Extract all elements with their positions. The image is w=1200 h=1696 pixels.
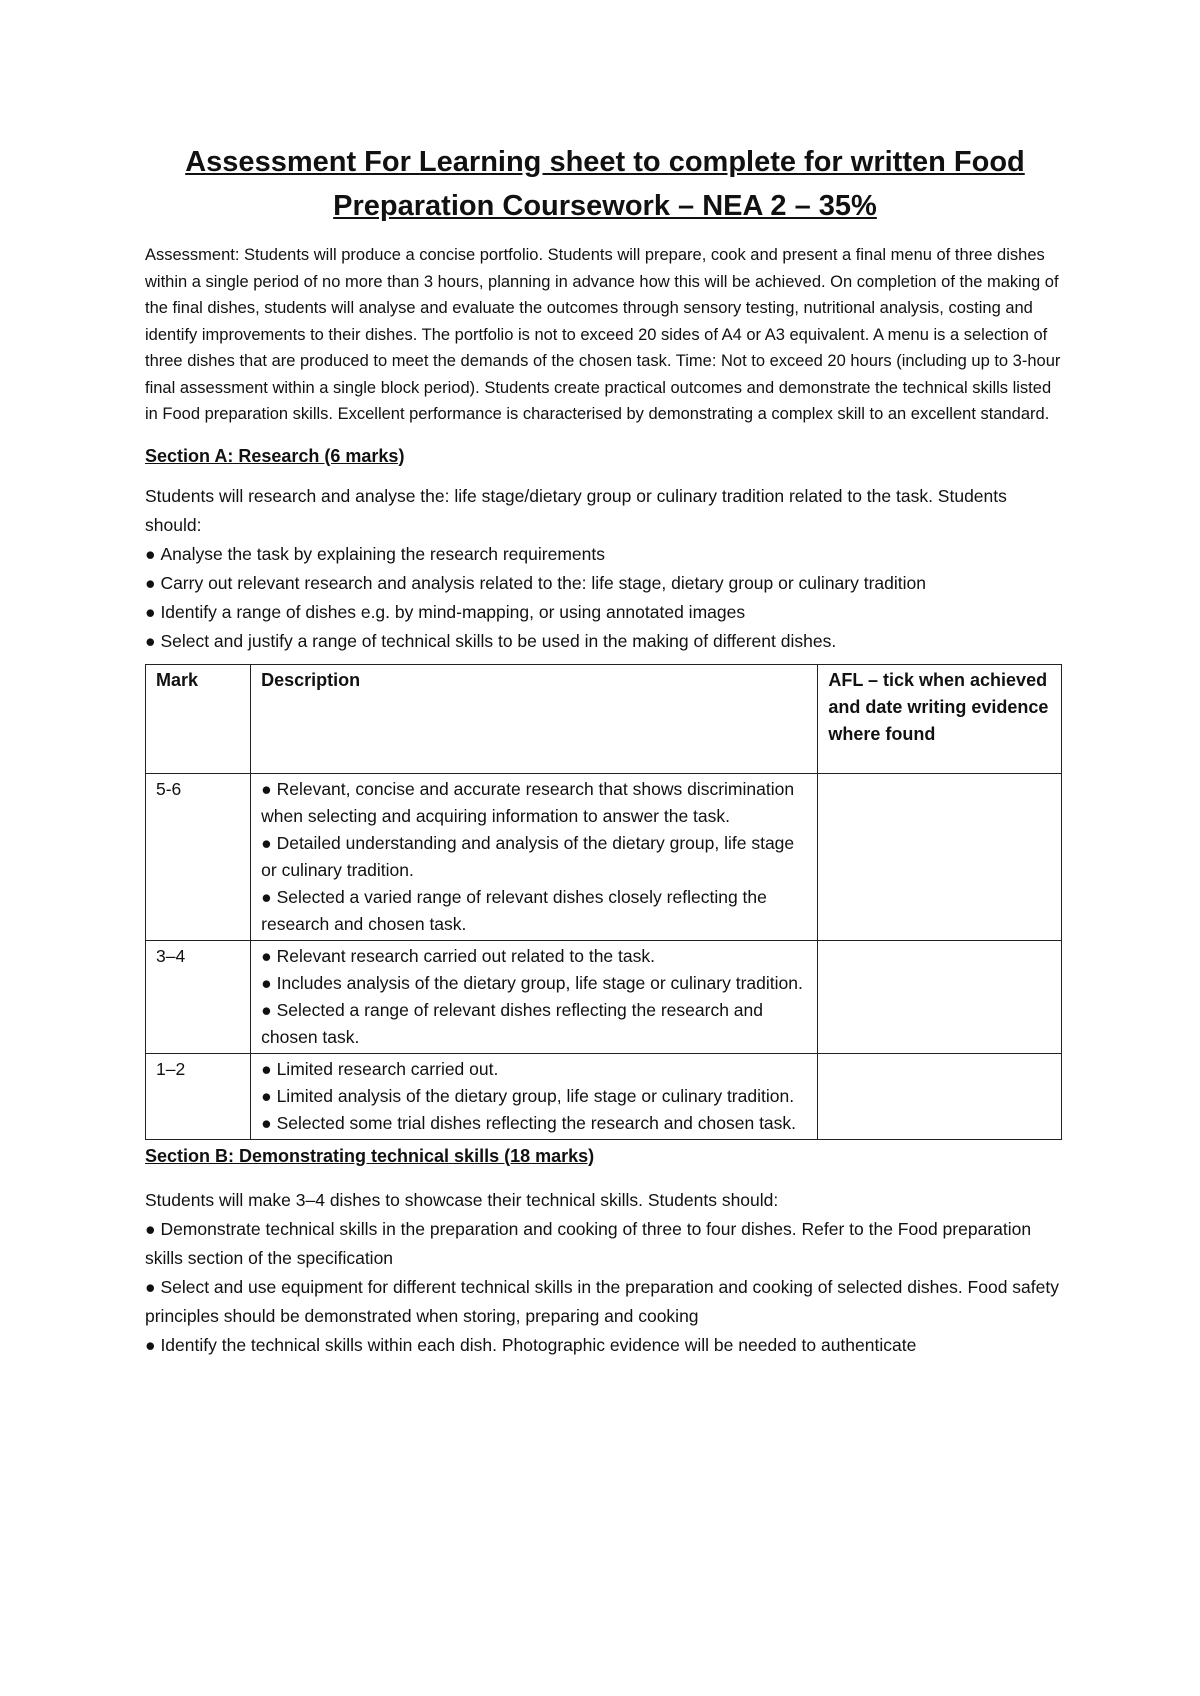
list-item: ● Analyse the task by explaining the research requirements xyxy=(145,540,1065,569)
section-a-bullet-list xyxy=(145,540,1065,656)
header-mark: Mark xyxy=(146,664,251,773)
list-item: ● Selected some trial dishes reflecting the research and chosen task. xyxy=(261,1110,807,1137)
header-description: Description xyxy=(251,664,818,773)
description-cell xyxy=(251,940,818,1053)
list-item: ● Select and justify a range of technical skills to be used in the making of different dishes. xyxy=(145,627,1065,656)
mark-cell: 1–2 xyxy=(146,1053,251,1139)
table-row xyxy=(146,1053,1062,1139)
list-item: ● Relevant research carried out related to the task. xyxy=(261,943,807,970)
afl-evidence-cell[interactable] xyxy=(818,773,1062,940)
table-row xyxy=(146,940,1062,1053)
mark-cell: 3–4 xyxy=(146,940,251,1053)
title-line-2: Preparation Coursework – NEA 2 – 35% xyxy=(333,190,877,222)
section-a-heading: Section A: Research (6 marks) xyxy=(145,445,405,466)
list-item: ● Identify a range of dishes e.g. by mind-mapping, or using annotated images xyxy=(145,598,1065,627)
afl-evidence-cell[interactable] xyxy=(818,1053,1062,1139)
list-item: ● Selected a varied range of relevant dishes closely reflecting the research and chosen task. xyxy=(261,884,807,938)
list-item: ● Limited analysis of the dietary group, life stage or culinary tradition. xyxy=(261,1083,807,1110)
description-cell xyxy=(251,773,818,940)
document-title xyxy=(145,140,1065,228)
section-b-bullet-list xyxy=(145,1215,1065,1360)
list-item: ● Identify the technical skills within each dish. Photographic evidence will be needed to authenticate xyxy=(145,1331,1065,1360)
list-item: ● Select and use equipment for different technical skills in the preparation and cooking of selected dishes. Food safety principles should be demonstrated when storing, preparing and cooking xyxy=(145,1273,1065,1331)
list-item: ● Includes analysis of the dietary group, life stage or culinary tradition. xyxy=(261,970,807,997)
list-item: ● Relevant, concise and accurate research that shows discrimination when selecting and acquiring information to answer the task. xyxy=(261,776,807,830)
document-page xyxy=(145,140,1065,1360)
description-list xyxy=(261,943,807,1051)
section-a-mark-table xyxy=(145,664,1062,1140)
assessment-intro: Assessment: Students will produce a concise portfolio. Students will prepare, cook and present a final menu of three dishes within a single period of no more than 3 hours, planning in advance how this will be achieved. On completion of the making of the final dishes, students will analyse and evaluate the outcomes through sensory testing, nutritional analysis, costing and identify improvements to their dishes. The portfolio is not to exceed 20 sides of A4 or A3 equivalent. A menu is a selection of three dishes that are produced to meet the demands of the chosen task. Time: Not to exceed 20 hours (including up to 3-hour final assessment within a single block period). Students create practical outcomes and demonstrate the technical skills listed in Food preparation skills. Excellent performance is characterised by demonstrating a complex skill to an excellent standard. xyxy=(145,246,1061,423)
list-item: ● Selected a range of relevant dishes reflecting the research and chosen task. xyxy=(261,997,807,1051)
description-cell xyxy=(251,1053,818,1139)
list-item: ● Limited research carried out. xyxy=(261,1056,807,1083)
description-list xyxy=(261,1056,807,1137)
section-b-intro: Students will make 3–4 dishes to showcase their technical skills. Students should: xyxy=(145,1189,779,1210)
header-afl: AFL – tick when achieved and date writing evidence where found xyxy=(818,664,1062,773)
table-header-row xyxy=(146,664,1062,773)
list-item: ● Detailed understanding and analysis of the dietary group, life stage or culinary tradition. xyxy=(261,830,807,884)
section-b-heading: Section B: Demonstrating technical skills (18 marks) xyxy=(145,1145,595,1166)
mark-cell: 5-6 xyxy=(146,773,251,940)
description-list xyxy=(261,776,807,938)
afl-evidence-cell[interactable] xyxy=(818,940,1062,1053)
table-row xyxy=(146,773,1062,940)
list-item: ● Demonstrate technical skills in the preparation and cooking of three to four dishes. Refer to the Food preparation skills section of the specification xyxy=(145,1215,1065,1273)
section-a-intro: Students will research and analyse the: life stage/dietary group or culinary tradition related to the task. Students should: xyxy=(145,485,1007,535)
list-item: ● Carry out relevant research and analysis related to the: life stage, dietary group or culinary tradition xyxy=(145,569,1065,598)
title-line-1: Assessment For Learning sheet to complete for written Food xyxy=(185,146,1025,178)
